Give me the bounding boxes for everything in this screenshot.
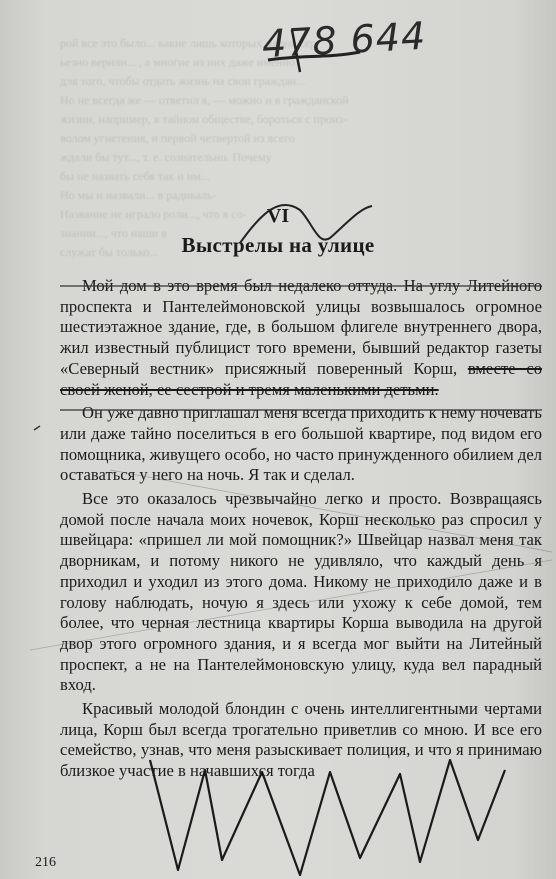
ghost-line: Название не играло роли..., что в со- [60, 207, 247, 221]
diagonal-stroke-mark [30, 560, 552, 650]
ghost-line: для того, чтобы отдать жизнь на свои граждан... [60, 74, 306, 88]
ghost-line: рой все это было... какие лишь которых жизнь сер- [60, 36, 321, 50]
page-number: 216 [35, 855, 56, 870]
ghost-line: Но не всегда же — ответил я, — можно и в гражданской [60, 93, 349, 107]
paragraph: Он уже давно приглашал меня всегда приходить к нему ночевать или даже тайно поселиться в его большой квартире, под видом его помощника, живущего особо, но часто принужденного обилием дел оставаться у него на ночь. Я так и сделал. [60, 403, 542, 485]
paragraph: Все это оказалось чрезвычайно легко и просто. Возвращаясь домой после начала моих ночевок, Корш несколько раз спросил у швейцара: «пришел ли мой помощник?» Швейцар назвал меня так дворникам, и потому никого не удивляло, что каждый день я приходил и уходил из этого дома. Никому не приходило даже и в голову наблюдать, ночую я здесь или ухожу к себе домой, тем более, что черная лестница квартиры Корша выводила на другой двор этого огромного здания, и я всегда мог выйти на Литейный проспект, а не на Пантелеймоновскую улицу, куда вел парадный вход. [60, 489, 542, 695]
title-scribble-mark [240, 205, 372, 243]
handwritten-page-number: 478 644 [260, 13, 428, 67]
ghost-line: бы не назвать себя так и им... [60, 169, 210, 183]
paragraph-text: Мой дом в это время был недалеко оттуда. На углу Литейного проспекта и Пантелеймоновской улицы возвышалось огромное шестиэтажное здание, где, в большом флигеле внутреннего двора, жил известный публицист того времени, бывший редактор газеты «Северный вестник» присяжный поверенный Корш, [60, 276, 542, 378]
ghost-line: ждали бы тут..., т. е. сознательно. Почему [60, 150, 272, 164]
bottom-zigzag-mark [150, 760, 505, 875]
ghost-line: волом угнетения, и первой четвертой из всего [60, 131, 295, 145]
struck-text: вместе со своей женой, ее сестрой и тремя маленькими детьми. [60, 358, 542, 399]
chapter-title: Выстрелы на улице [181, 233, 375, 257]
ghost-line: знании..., что наши в [60, 226, 167, 240]
ghost-line: Но мы и назвали... в радикаль- [60, 188, 217, 202]
header-strike-mark [292, 30, 300, 72]
ghost-line: ьезно верили... , а многие из них даже именно [60, 55, 295, 69]
paragraph: Красивый молодой блондин с очень интеллигентными чертами лица, Корш был всегда трогательно приветлив со мною. И все его семейство, узнав, что меня разыскивает полиция, и что я принимаю близкое участие в начавшихся тогда [60, 699, 542, 781]
header-strike-mark [268, 52, 360, 60]
margin-tick-mark [34, 426, 40, 430]
diagonal-stroke-mark [110, 470, 552, 552]
chapter-number: VI [266, 205, 290, 227]
ghost-line: служат бы только... [60, 245, 159, 259]
ghost-line: жизни, например, в тайном обществе, бороться с произ- [60, 112, 348, 126]
